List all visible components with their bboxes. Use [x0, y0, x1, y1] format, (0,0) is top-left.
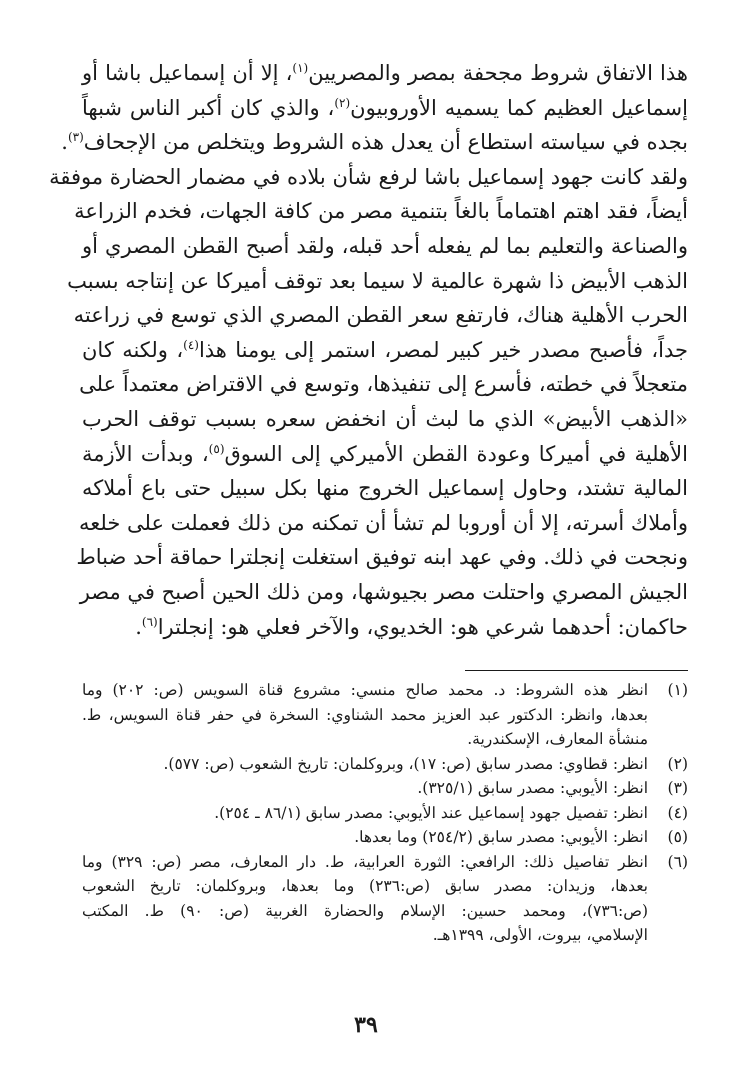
footnote-4: [82, 801, 688, 826]
footnote-marker: (٢): [667, 754, 688, 773]
footnote-marker: (٦): [667, 852, 688, 871]
footnote-body: [82, 850, 648, 948]
body-line-text: إسماعيل العظيم كما يسميه الأوروبيون: [350, 95, 688, 120]
body-line: والصناعة والتعليم بما لم يفعله أحد قبله، ولقد أصبح القطن المصري أو: [82, 233, 688, 258]
footnote-ref: (٦): [141, 614, 158, 629]
body-line-text: .: [135, 614, 142, 639]
footnote-line: بعدها، وزيدان: مصدر سابق (ص:٢٣٦) وما بعدها، وبروكلمان: تاريخ الشعوب: [82, 877, 648, 895]
footnote-line: انظر: قطاوي: مصدر سابق (ص: ١٧)، وبروكلمان: تاريخ الشعوب (ص: ٥٧٧).: [163, 754, 648, 773]
footnote-ref: (٤): [183, 337, 199, 352]
body-line: [82, 56, 688, 91]
body-line-text: هذا الاتفاق شروط مجحفة بمصر والمصريين: [308, 61, 688, 85]
footnote-body: [82, 752, 648, 777]
body-line: [82, 333, 688, 368]
footnote-line: الإسلامي، بيروت، الأولى، ١٣٩٩هـ.: [432, 926, 648, 944]
footnote-3: [82, 776, 688, 801]
body-line: المالية تشتد، وحاول إسماعيل الخروج منها بكل سبيل حتى باع أملاكه: [82, 476, 688, 501]
body-line-text: ، والذي كان أكبر الناس شبهاً: [82, 95, 335, 120]
footnote-2: [82, 752, 688, 777]
body-line: ولقد كانت جهود إسماعيل باشا لرفع شأن بلاده في مضمار الحضارة موفقة: [49, 164, 688, 189]
footnote-line: منشأة المعارف، الإسكندرية.: [467, 730, 648, 748]
body-line-text: جداً، فأصبح مصدر خير كبير لمصر، استمر إلى يومنا هذا: [198, 337, 688, 362]
body-line: [61, 125, 688, 160]
footnote-line: انظر: الأيوبي: مصدر سابق (٢٥٤/٢) وما بعدها.: [354, 828, 648, 846]
footnote-line: انظر: تفصيل جهود إسماعيل عند الأيوبي: مصدر سابق (٨٦/١ ـ ٢٥٤).: [214, 803, 648, 822]
footnote-body: [82, 776, 648, 801]
footnote-5: [82, 825, 688, 850]
body-line-text: الأهلية في أميركا وعودة القطن الأميركي إلى السوق: [224, 441, 688, 466]
footnote-ref: (٢): [334, 95, 351, 110]
body-line: أيضاً، فقد اهتم اهتماماً بالغاً بتنمية مصر من كافة الجهات، فخدم الزراعة: [74, 199, 688, 224]
main-body-text: [49, 56, 688, 644]
footnote-body: [82, 801, 648, 826]
body-line: [82, 91, 688, 126]
footnote-line: (ص:٧٣٦)، ومحمد حسين: الإسلام والحضارة الغربية (ص: ٩٠) ط. المكتب: [82, 901, 648, 920]
body-line: متعجلاً في خطته، فأسرع إلى تنفيذها، وتوسع في الاقتراض معتمداً على: [79, 372, 688, 397]
footnote-marker: (١): [667, 681, 688, 699]
page-number: ٣٩: [354, 1012, 378, 1038]
body-line-text: ، إلا أن إسماعيل باشا أو: [82, 61, 293, 85]
footnote-6: [82, 850, 688, 948]
footnote-1: [82, 678, 688, 752]
footnote-line: انظر هذه الشروط: د. محمد صالح منسي: مشروع قناة السويس (ص: ٢٠٢) وما: [82, 681, 648, 699]
footnote-marker: (٤): [667, 803, 688, 822]
footnote-body: [82, 825, 648, 850]
body-line: الذهب الأبيض ذا شهرة عالمية لا سيما بعد توقف أميركا عن إنتاجه بسبب: [67, 268, 688, 293]
footnote-separator: [465, 670, 688, 671]
body-line: ونجحت في ذلك. وفي عهد ابنه توفيق استغلت إنجلترا حماقة أحد ضباط: [76, 545, 688, 570]
body-line-text: ، وبدأت الأزمة: [82, 441, 209, 466]
body-line-text: بجده في سياسته استطاع أن يعدل هذه الشروط ويتخلص من الإجحاف: [83, 130, 688, 155]
footnote-ref: (٣): [67, 130, 84, 145]
body-line-text: ، ولكنه كان: [82, 337, 184, 362]
body-line: «الذهب الأبيض» الذي ما لبث أن انخفض سعره بسبب توقف الحرب: [82, 406, 688, 431]
footnote-body: [82, 678, 648, 752]
body-line: [82, 610, 688, 645]
footnote-marker: (٥): [667, 828, 688, 846]
footnote-ref: (٥): [208, 441, 225, 456]
footnote-marker: (٣): [667, 779, 688, 797]
body-line: الحرب الأهلية هناك، فارتفع سعر القطن المصري الذي توسع في زراعته: [73, 303, 688, 328]
body-line: وأملاك أسرته، إلا أن أوروبا لم تشأ أن تمكنه من ذلك فعملت على خلعه: [79, 510, 688, 535]
footnote-line: بعدها، وانظر: الدكتور عبد العزيز محمد الشناوي: السخرة في حفر قناة السويس، ط.: [82, 705, 648, 724]
footnotes-section: [82, 678, 688, 948]
body-line: الجيش المصري واحتلت مصر بجيوشها، ومن ذلك الحين أصبح في مصر: [79, 579, 688, 604]
body-line: [82, 437, 688, 472]
body-line-text: .: [61, 130, 68, 155]
footnote-ref: (١): [292, 61, 309, 75]
body-line-text: حاكمان: أحدهما شرعي هو: الخديوي، والآخر فعلي هو: إنجلترا: [157, 614, 688, 639]
footnote-line: انظر: الأيوبي: مصدر سابق (٣٢٥/١).: [417, 779, 648, 797]
footnote-line: انظر تفاصيل ذلك: الرافعي: الثورة العرابية، ط. دار المعارف، مصر (ص: ٣٢٩) وما: [82, 852, 648, 871]
